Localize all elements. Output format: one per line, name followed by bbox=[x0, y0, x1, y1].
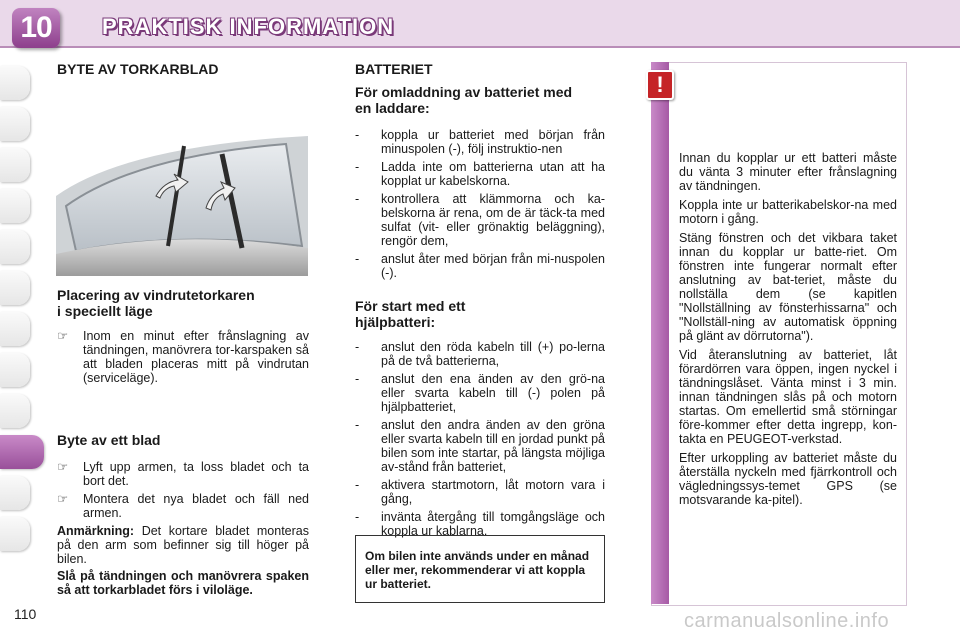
battery-storage-note: Om bilen inte används under en månad eller mer, rekommenderar vi att koppla ur batteriet. bbox=[355, 535, 605, 603]
windshield-wiper-illustration bbox=[56, 136, 308, 276]
warning-strip bbox=[651, 62, 669, 604]
watermark: carmanualsonline.info bbox=[684, 610, 890, 632]
chapter-tab-6[interactable] bbox=[0, 271, 30, 305]
charging-step-3: - kontrollera att klämmorna och ka-belskorna är rena, om de är täck-ta med sulfat (vit- eller grönaktig beläggning), rengör dem, bbox=[355, 192, 605, 248]
jumpstart-step-3: - anslut den andra änden av den gröna eller svarta kabeln till en jordad punkt på bilen som inte startar, på längsta möjliga av-stånd från batteriet, bbox=[355, 418, 605, 474]
chapter-tab-9[interactable] bbox=[0, 394, 30, 428]
chapter-tab-10-active[interactable] bbox=[0, 435, 44, 469]
warning-paragraph-2: Koppla inte ur batterikabelskor-na med motorn i gång. bbox=[679, 198, 897, 226]
charging-step-4: - anslut åter med början från mi-nuspolen (-). bbox=[355, 252, 605, 280]
wiper-placement-section bbox=[57, 287, 309, 389]
page-number: 110 bbox=[14, 606, 37, 622]
warning-paragraph-4: Vid återanslutning av batteriet, låt förardörren vara öppen, ingen nyckel i tändningslåset. Vänta minst i 3 min. innan tändningen slås på och motorn startas. Om emellertid små störningar före-kommer efter detta ingrepp, kon-takta en PEUGEOT-verkstad. bbox=[679, 348, 897, 446]
replace-final-instruction: Slå på tändningen och manövrera spaken så att torkarbladet förs i viloläge. bbox=[57, 569, 309, 597]
battery-heading: BATTERIET bbox=[355, 61, 433, 77]
left-column bbox=[57, 62, 309, 76]
chapter-tabs bbox=[0, 66, 46, 558]
jumpstart-step-2: - anslut den ena änden av den grö-na eller svarta kabeln till (-) polen på hjälpbatteriet, bbox=[355, 372, 605, 414]
warning-text bbox=[679, 151, 897, 507]
jumpstart-step-4: - aktivera startmotorn, låt motorn vara i gång, bbox=[355, 478, 605, 506]
chapter-tab-3[interactable] bbox=[0, 148, 30, 182]
charging-step-1: - koppla ur batteriet med början från minuspolen (-), följ instruktio-nen bbox=[355, 128, 605, 156]
chapter-tab-1[interactable] bbox=[0, 66, 30, 100]
charging-heading: För omladdning av batteriet med en laddare: bbox=[355, 84, 573, 116]
chapter-number-badge: 10 bbox=[12, 8, 60, 48]
chapter-tab-5[interactable] bbox=[0, 230, 30, 264]
page-title: PRAKTISK INFORMATION bbox=[102, 14, 395, 39]
wiper-section-heading: BYTE AV TORKARBLAD bbox=[57, 61, 219, 77]
chapter-tab-8[interactable] bbox=[0, 353, 30, 387]
replace-heading: Byte av ett blad bbox=[57, 432, 161, 448]
pointer-icon: ☞ bbox=[57, 460, 69, 474]
chapter-tab-11[interactable] bbox=[0, 476, 30, 510]
chapter-tab-2[interactable] bbox=[0, 107, 30, 141]
pointer-icon: ☞ bbox=[57, 492, 69, 506]
warning-paragraph-1: Innan du kopplar ur ett batteri måste du vänta 3 minuter efter frånslagning av tändningen. bbox=[679, 151, 897, 193]
warning-exclamation-icon: ! bbox=[646, 70, 674, 100]
placement-step: ☞ Inom en minut efter frånslagning av tändningen, manövrera tor-karspaken så att bladen placeras mitt på vindrutan (serviceläge). bbox=[57, 329, 309, 385]
jumpstart-heading: För start med ett hjälpbatteri: bbox=[355, 298, 466, 330]
replace-note: Anmärkning: Det kortare bladet monteras på den arm som befinner sig till höger på bilen. bbox=[57, 524, 309, 566]
charging-step-2: - Ladda inte om batterierna utan att ha kopplat ur kabelskorna. bbox=[355, 160, 605, 188]
warning-paragraph-5: Efter urkoppling av batteriet måste du återställa nyckeln med fjärrkontroll och vägledningssys-temet GPS (se motsvarande ka-pitel). bbox=[679, 451, 897, 507]
replace-step-1: ☞ Lyft upp armen, ta loss bladet och ta bort det. bbox=[57, 460, 309, 488]
pointer-icon: ☞ bbox=[57, 329, 69, 343]
placement-heading-line2: i speciellt läge bbox=[57, 303, 153, 319]
replace-step-2: ☞ Montera det nya bladet och fäll ned armen. bbox=[57, 492, 309, 520]
chapter-tab-12[interactable] bbox=[0, 517, 30, 551]
battery-column bbox=[355, 62, 605, 542]
placement-heading-line1: Placering av vindrutetorkaren bbox=[57, 287, 255, 303]
chapter-tab-7[interactable] bbox=[0, 312, 30, 346]
blade-replacement-section bbox=[57, 432, 309, 597]
jumpstart-step-5: - invänta återgång till tomgångsläge och koppla ur kablarna. bbox=[355, 510, 605, 538]
chapter-tab-4[interactable] bbox=[0, 189, 30, 223]
jumpstart-step-1: - anslut den röda kabeln till (+) po-lerna på de två batterierna, bbox=[355, 340, 605, 368]
warning-paragraph-3: Stäng fönstren och det vikbara taket innan du kopplar ur batte-riet. Om fönstren inte fungerar normalt efter anslutning av bat-teriet, måste du nollställa dem (se kapitlen "Nollställning av fönsterhissarna" och "Nollställ-ning av automatisk öppning på glänt av dörrutorna"). bbox=[679, 231, 897, 343]
